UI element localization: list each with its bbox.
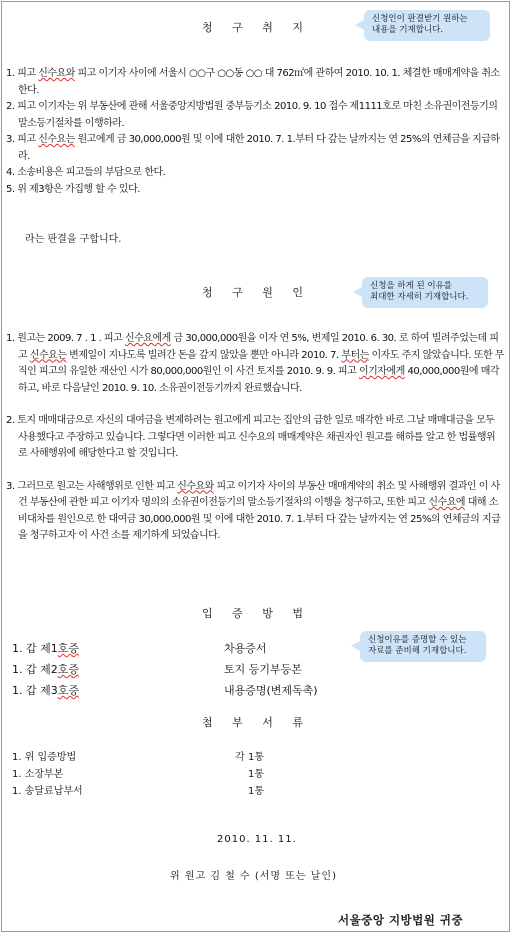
spellcheck-flagged-word: 신수요와 [177, 480, 214, 492]
claim-cause-body [6, 331, 504, 545]
evidence-number: 1. 갑 제3 [12, 684, 58, 697]
callout-line: 신청을 하게 된 이유를 [370, 281, 453, 291]
evidence-description: 내용증명(변제독촉) [224, 684, 318, 697]
attachment-name: 1. 송달료납부서 [12, 786, 83, 797]
spellcheck-flagged-word: 부터는 [341, 349, 369, 361]
text-run: 피고 이기자 사이에 서울시 ○○구 ○○동 ○○ 대 762㎡에 관하여 2010. 10. 1. 체결한 매매계약을 취소한다. [18, 68, 500, 96]
section-title-claim-cause: 청 구 원 인 [202, 286, 311, 299]
evidence-label [12, 661, 79, 677]
evidence-label [12, 640, 79, 656]
spellcheck-flagged-word: 신수요는 [29, 349, 67, 361]
claim-cause-paragraph [6, 413, 504, 463]
attachment-count: 각 1통 [235, 752, 264, 763]
text-run: 4. 소송비용은 피고들의 부담으로 한다. [6, 167, 166, 178]
claim-purpose-item [6, 182, 504, 199]
attachment-count: 1통 [247, 786, 264, 797]
callout-line: 자료를 준비해 기재합니다. [368, 646, 467, 656]
callout-line: 최대한 자세히 기재합니다. [370, 292, 469, 302]
text-run: 대해 소비대차를 원인으로 한 대여금 30,000,000원 및 이에 대한 2010. 7. 1.부터 다 갚는 날까지는 연 25%의 연체금의 지급을 청구하고자 이 사건 소를 제기하게 되었습니다. [18, 497, 501, 541]
callout-claim-cause [362, 277, 488, 308]
text-run: 변제일이 지나도록 빌려간 돈을 갚지 않았을 뿐만 아니라 2010. 7. [66, 349, 342, 361]
section-title-evidence: 입 증 방 법 [202, 607, 311, 620]
text-run: 2. 토지 매매대금으로 자신의 대여금을 변제하려는 원고에게 피고는 집안의 급한 일로 매각한 바로 그날 매매대금을 모두 사용했다고 주장하고 있습니다. 그렇다면 이러한 피고 신수요의 매매계약은 채권자인 원고를 해하를 알고 한 법률행위로 사해행위에 해당한다고 할 것입니다. [6, 415, 496, 459]
claim-purpose-item [6, 132, 504, 165]
claim-purpose-item [6, 99, 504, 132]
evidence-number: 1. 갑 제2 [12, 663, 58, 676]
text-run: 2. 피고 이기자는 위 부동산에 관해 서울중앙지방법원 중부등기소 2010. 9. 10 접수 제1111호로 마친 소유권이전등기의 말소등기절차를 이행하라. [6, 101, 498, 129]
callout-claim-purpose [364, 10, 490, 41]
spellcheck-flagged-word: 신수요에게 [124, 333, 171, 344]
spellcheck-flagged-word: 신수요에 [428, 497, 466, 508]
section-title-claim-purpose: 청 구 취 지 [202, 21, 311, 34]
court-addressee: 서울중앙 지방법원 귀중 [338, 913, 464, 927]
claim-purpose-item [6, 66, 504, 99]
text-run: 40,000,000원에 매각하고, 바로 다음날인 2010. 9. 10. 소유권이전등기까지 완료했습니다. [18, 366, 500, 394]
section-title-attachments: 첨 부 서 류 [202, 716, 311, 729]
text-run: 이자도 주지 않았습니다. 또한 무직인 피고의 유일한 재산인 시가 80,000,000원인 이 사건 토지를 2010. 9. 9. 피고 [18, 349, 504, 377]
spellcheck-flagged-word: 신수요는 [38, 134, 75, 145]
callout-line: 신청이유를 증명할 수 있는 [368, 635, 467, 645]
text-run: 1. 원고는 2009. 7 . 1 . 피고 [6, 333, 125, 344]
attachment-count: 1통 [247, 769, 264, 780]
callout-line: 내용을 기재합니다. [372, 25, 444, 35]
spellcheck-flagged-word: 호증 [57, 642, 80, 655]
attachment-name: 1. 위 입증방법 [12, 752, 77, 763]
spellcheck-flagged-word: 호증 [57, 684, 80, 697]
filing-date: 2010. 11. 11. [217, 834, 297, 845]
evidence-description: 차용증서 [224, 642, 267, 655]
claim-cause-paragraph [6, 479, 504, 545]
text-run: 금 30,000,000원을 이자 연 5%, 변제일 2010. 6. 30. 로 하여 빌려주었는데 피고 [18, 333, 499, 361]
spellcheck-flagged-word: 호증 [57, 663, 80, 676]
text-run: 3. 피고 [6, 134, 39, 145]
text-run: 피고 이기자 사이의 부동산 매매계약의 취소 및 사해행위 결과인 이 사건 부동산에 관한 피고 이기자 명의의 소유권이전등기의 말소등기절차의 이행을 청구하고, 또한 피고 [18, 480, 500, 508]
callout-evidence [360, 631, 486, 662]
callout-line: 신청인이 판결받기 원하는 [372, 14, 468, 24]
evidence-number: 1. 갑 제1 [12, 642, 58, 655]
claim-purpose-list [6, 66, 504, 198]
plaintiff-signature-line: 위 원고 김 철 수 (서명 또는 날인) [170, 871, 337, 882]
attachment-name: 1. 소장부본 [12, 769, 64, 780]
evidence-description: 토지 등기부등본 [224, 663, 302, 676]
evidence-label [12, 682, 79, 698]
claim-purpose-item [6, 165, 504, 182]
text-run: 1. 피고 [6, 68, 39, 79]
text-run: 3. 그러므로 원고는 사해행위로 인한 피고 [6, 480, 178, 492]
text-run: 5. 위 제3항은 가집행 할 수 있다. [6, 183, 140, 195]
text-run: 원고에게 금 30,000,000원 및 이에 대한 2010. 7. 1.부터 다 갚는 날까지는 연 25%의 연체금을 지급하라. [18, 134, 500, 162]
claim-purpose-closing: 라는 판결을 구합니다. [25, 234, 122, 245]
spellcheck-flagged-word: 이기자에게 [358, 366, 405, 377]
spellcheck-flagged-word: 신수요와 [38, 68, 75, 79]
claim-cause-paragraph [6, 331, 504, 397]
